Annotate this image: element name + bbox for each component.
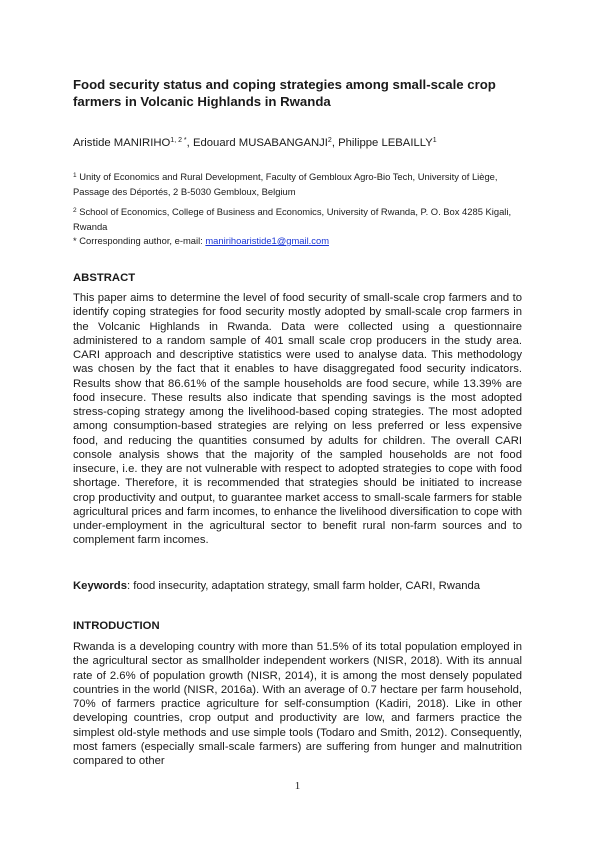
affiliation [73,205,528,234]
affiliation-marker: 1 [73,172,77,179]
affiliation-text: School of Economics, College of Business and Economics, University of Rwanda, P. O. Box 4285 Kigali, Rwanda [73,206,512,232]
author-name: Philippe LEBAILLY [338,137,433,149]
author-list [73,136,533,150]
email-link[interactable]: manirihoaristide1@gmail.com [205,235,329,246]
keywords-label: Keywords [73,580,127,592]
introduction-heading: INTRODUCTION [73,620,160,632]
author-affiliation-marker: 1, 2 * [170,137,187,144]
author-separator: , [186,137,193,149]
author-name: Aristide MANIRIHO [73,137,171,149]
corresponding-author-label: * Corresponding author, e-mail: [73,235,206,246]
keywords-text: : food insecurity, adaptation strategy, small farm holder, CARI, Rwanda [127,580,481,592]
page-number: 1 [294,780,301,792]
corresponding-author [73,234,528,249]
author-name: Edouard MUSABANGANJI [192,137,328,149]
author-affiliation-marker: 2 [327,137,332,144]
abstract-heading: ABSTRACT [73,272,136,284]
introduction-text: Rwanda is a developing country with more than 51.5% of its total population employed in the agricultural sector as smallholder independent workers (NISR, 2018). With its annual rate of 2.6% of population growth (NISR, 2014), it is among the most densely populated countries in the world (NISR, 2016a). With an average of 0.7 hectare per farm household, 70% of farmers practice agriculture for self-consumption (Kadiri, 2018). Like in other developing countries, crop output and productivity are low, and farmers practice the simplest old-style methods and use simple tools (Todaro and Smith, 2012). Consequently, most famers (especially small-scale farmers) are suffering from hunger and malnutrition compared to other [73,641,522,767]
keywords [73,579,528,593]
author-separator: , [331,137,339,149]
affiliation-marker: 2 [73,207,77,214]
affiliation-text: Unity of Economics and Rural Development, Faculty of Gembloux Agro-Bio Tech, University of Liège, Passage des Déportés, 2 B-5030 Gembloux, Belgium [73,171,498,197]
affiliation [73,170,528,199]
paper-title: Food security status and coping strategies among small-scale crop farmers in Volcanic Highlands in Rwanda [73,77,496,109]
author-affiliation-marker: 1 [432,137,437,144]
abstract-text: This paper aims to determine the level of food security of small-scale crop farmers and to identify coping strategies for food security mostly adopted by small-scale crop farmers in the Volcanic Highlands in Rwanda. Data were collected using a questionnaire administered to a random sample of 401 small scale crop producers in the study area. CARI approach and descriptive statistics were used to analyse data. This methodology was chosen by the fact that it enables to have disaggregated food security indicators. Results show that 86.61% of the sample households are food secure, while 13.39% are food insecure. These results also indicate that spending savings is the most adopted stress-coping strategy among the livelihood-based coping strategies. The most adopted among consumption-based strategies are relying on less preferred or less expensive food, and reducing the quantities consumed by adults for children. The overall CARI console analysis shows that the majority of the sampled households are not food insecure, i.e. they are not vulnerable with respect to adopted strategies to cope with food shortage. Therefore, it is recommended that strategies should be initiated to increase crop productivity and output, to guarantee market access to small-scale farmers for stable agricultural prices and farm incomes, to enhance the livelihood diversification to cope with under-employment in the agricultural sector to benefit rural non-farm sources and to complement farm incomes. [73,292,522,547]
